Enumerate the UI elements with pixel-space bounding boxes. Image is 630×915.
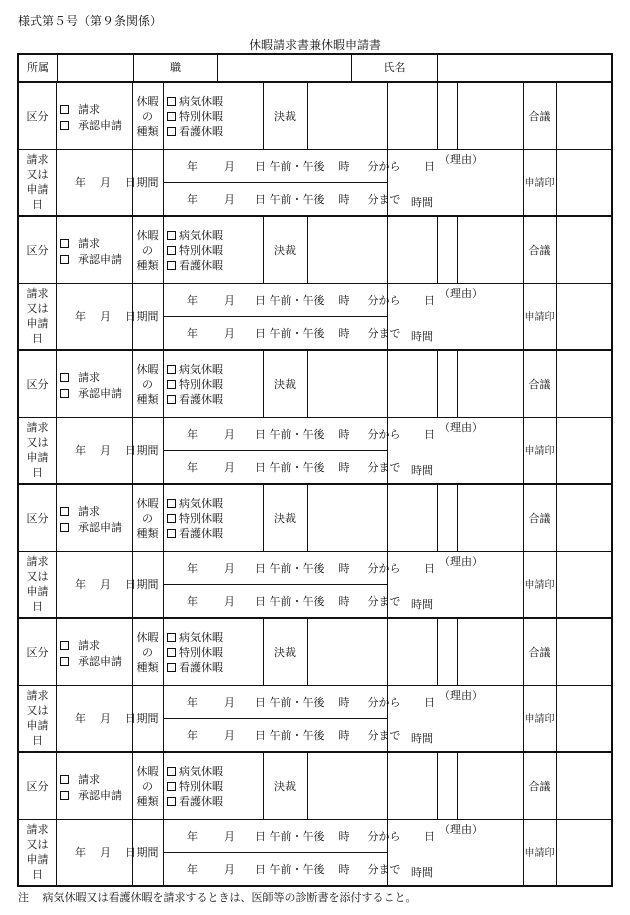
total-hours: 時間	[411, 598, 433, 611]
seal-label: 申請印	[524, 312, 555, 323]
footnote-text: 病気休暇又は看護休暇を請求するときは、医師等の診断書を添付すること。	[42, 891, 417, 904]
decision-label: 決裁	[274, 244, 296, 257]
leave-type-label: 休暇 の 種類	[136, 497, 159, 540]
request-date-label: 請求 又は 申請 日	[26, 555, 49, 613]
period-until[interactable]: 年 月 日 午前・午後 時 分まで	[187, 729, 401, 742]
leave-type-special[interactable]: 特別休暇	[167, 779, 223, 794]
option-approval[interactable]: 承認申請	[60, 654, 122, 669]
request-date-field[interactable]: 年 月 日	[75, 444, 136, 457]
period-from[interactable]: 年 月 日 午前・午後 時 分から	[187, 830, 401, 843]
checkbox-icon	[60, 641, 69, 650]
checkbox-icon	[167, 97, 176, 106]
consult-label: 合議	[528, 110, 551, 123]
leave-request-blocks	[17, 83, 613, 887]
checkbox-icon	[167, 365, 176, 374]
checkbox-icon	[167, 395, 176, 404]
leave-type-label: 休暇 の 種類	[136, 229, 159, 272]
leave-type-label: 休暇 の 種類	[136, 631, 159, 674]
checkbox-icon	[167, 127, 176, 136]
checkbox-icon	[60, 239, 69, 248]
total-days: 日	[424, 562, 435, 575]
period-until[interactable]: 年 月 日 午前・午後 時 分まで	[187, 193, 401, 206]
checkbox-icon	[167, 380, 176, 389]
leave-type-sick[interactable]: 病気休暇	[167, 496, 223, 511]
leave-type-sick[interactable]: 病気休暇	[167, 362, 223, 377]
checkbox-icon	[167, 767, 176, 776]
reason-label: （理由）	[439, 823, 483, 836]
reason-label: （理由）	[439, 689, 483, 702]
affiliation-field[interactable]	[57, 55, 133, 81]
leave-type-nursing[interactable]: 看護休暇	[167, 660, 223, 675]
period-from[interactable]: 年 月 日 午前・午後 時 分から	[187, 696, 401, 709]
leave-request-block	[17, 217, 613, 351]
request-date-field[interactable]: 年 月 日	[75, 176, 136, 189]
total-days: 日	[424, 696, 435, 709]
option-request[interactable]: 請求	[60, 638, 100, 653]
consult-label: 合議	[528, 512, 551, 525]
decision-label: 決裁	[274, 378, 296, 391]
leave-type-nursing[interactable]: 看護休暇	[167, 526, 223, 541]
category-label: 区分	[26, 646, 49, 659]
checkbox-icon	[167, 231, 176, 240]
leave-request-block	[17, 485, 613, 619]
leave-type-sick[interactable]: 病気休暇	[167, 630, 223, 645]
footnote	[18, 889, 417, 905]
total-hours: 時間	[411, 464, 433, 477]
form-title: 休暇請求書兼休暇申請書	[248, 38, 381, 52]
option-request[interactable]: 請求	[60, 772, 100, 787]
leave-type-special[interactable]: 特別休暇	[167, 645, 223, 660]
checkbox-icon	[167, 633, 176, 642]
reason-label: （理由）	[439, 153, 483, 166]
checkbox-icon	[167, 499, 176, 508]
request-date-field[interactable]: 年 月 日	[75, 846, 136, 859]
leave-request-block	[17, 753, 613, 887]
decision-label: 決裁	[274, 512, 296, 525]
checkbox-icon	[167, 797, 176, 806]
total-hours: 時間	[411, 732, 433, 745]
total-hours: 時間	[411, 330, 433, 343]
leave-type-nursing[interactable]: 看護休暇	[167, 258, 223, 273]
period-label: 期間	[136, 176, 159, 189]
option-approval[interactable]: 承認申請	[60, 788, 122, 803]
checkbox-icon	[60, 523, 69, 532]
affiliation-label: 所属	[27, 61, 49, 74]
leave-type-special[interactable]: 特別休暇	[167, 377, 223, 392]
period-from[interactable]: 年 月 日 午前・午後 時 分から	[187, 428, 401, 441]
checkbox-icon	[60, 775, 69, 784]
period-from[interactable]: 年 月 日 午前・午後 時 分から	[187, 160, 401, 173]
checkbox-icon	[60, 791, 69, 800]
checkbox-icon	[167, 261, 176, 270]
period-from[interactable]: 年 月 日 午前・午後 時 分から	[187, 562, 401, 575]
consult-label: 合議	[528, 780, 551, 793]
option-approval[interactable]: 承認申請	[60, 386, 122, 401]
period-label: 期間	[136, 310, 159, 323]
period-label: 期間	[136, 712, 159, 725]
seal-label: 申請印	[524, 178, 555, 189]
leave-type-nursing[interactable]: 看護休暇	[167, 124, 223, 139]
option-request[interactable]: 請求	[60, 370, 100, 385]
leave-request-block	[17, 83, 613, 217]
leave-type-special[interactable]: 特別休暇	[167, 243, 223, 258]
request-date-field[interactable]: 年 月 日	[75, 578, 136, 591]
seal-label: 申請印	[524, 714, 555, 725]
checkbox-icon	[60, 255, 69, 264]
reason-label: （理由）	[439, 421, 483, 434]
request-date-field[interactable]: 年 月 日	[75, 310, 136, 323]
decision-label: 決裁	[274, 110, 296, 123]
checkbox-icon	[167, 782, 176, 791]
position-label: 職	[133, 55, 217, 81]
decision-label: 決裁	[274, 780, 296, 793]
footnote-prefix: 注	[18, 891, 29, 904]
period-until[interactable]: 年 月 日 午前・午後 時 分まで	[187, 461, 401, 474]
period-label: 期間	[136, 846, 159, 859]
reason-label: （理由）	[439, 287, 483, 300]
leave-type-sick[interactable]: 病気休暇	[167, 764, 223, 779]
category-label: 区分	[26, 244, 49, 257]
option-request[interactable]: 請求	[60, 504, 100, 519]
category-label: 区分	[26, 780, 49, 793]
checkbox-icon	[167, 529, 176, 538]
request-date-label: 請求 又は 申請 日	[26, 153, 49, 211]
option-request[interactable]: 請求	[60, 102, 100, 117]
request-date-label: 請求 又は 申請 日	[26, 823, 49, 881]
option-approval[interactable]: 承認申請	[60, 520, 122, 535]
period-from[interactable]: 年 月 日 午前・午後 時 分から	[187, 294, 401, 307]
leave-type-special[interactable]: 特別休暇	[167, 511, 223, 526]
leave-request-block	[17, 351, 613, 485]
name-field[interactable]	[437, 55, 611, 81]
seal-label: 申請印	[524, 848, 555, 859]
period-until[interactable]: 年 月 日 午前・午後 時 分まで	[187, 863, 401, 876]
leave-type-sick[interactable]: 病気休暇	[167, 94, 223, 109]
leave-type-label: 休暇 の 種類	[136, 95, 159, 138]
category-label: 区分	[26, 110, 49, 123]
name-label: 氏名	[351, 55, 437, 81]
leave-request-block	[17, 619, 613, 753]
period-label: 期間	[136, 578, 159, 591]
checkbox-icon	[60, 657, 69, 666]
leave-type-sick[interactable]: 病気休暇	[167, 228, 223, 243]
checkbox-icon	[60, 373, 69, 382]
total-hours: 時間	[411, 866, 433, 879]
period-label: 期間	[136, 444, 159, 457]
checkbox-icon	[167, 246, 176, 255]
checkbox-icon	[167, 663, 176, 672]
checkbox-icon	[60, 507, 69, 516]
leave-type-label: 休暇 の 種類	[136, 363, 159, 406]
checkbox-icon	[60, 389, 69, 398]
period-until[interactable]: 年 月 日 午前・午後 時 分まで	[187, 327, 401, 340]
option-approval[interactable]: 承認申請	[60, 252, 122, 267]
total-days: 日	[424, 428, 435, 441]
decision-label: 決裁	[274, 646, 296, 659]
checkbox-icon	[167, 514, 176, 523]
header-table	[17, 53, 613, 83]
total-hours: 時間	[411, 196, 433, 209]
request-date-field[interactable]: 年 月 日	[75, 712, 136, 725]
consult-label: 合議	[528, 646, 551, 659]
seal-label: 申請印	[524, 580, 555, 591]
form-number: 様式第５号（第９条関係）	[18, 14, 163, 28]
checkbox-icon	[167, 648, 176, 657]
period-until[interactable]: 年 月 日 午前・午後 時 分まで	[187, 595, 401, 608]
total-days: 日	[424, 294, 435, 307]
reason-label: （理由）	[439, 555, 483, 568]
category-label: 区分	[26, 378, 49, 391]
leave-type-special[interactable]: 特別休暇	[167, 109, 223, 124]
consult-label: 合議	[528, 244, 551, 257]
checkbox-icon	[60, 121, 69, 130]
consult-label: 合議	[528, 378, 551, 391]
leave-type-nursing[interactable]: 看護休暇	[167, 392, 223, 407]
request-date-label: 請求 又は 申請 日	[26, 689, 49, 747]
request-date-label: 請求 又は 申請 日	[26, 287, 49, 345]
seal-label: 申請印	[524, 446, 555, 457]
checkbox-icon	[167, 112, 176, 121]
option-request[interactable]: 請求	[60, 236, 100, 251]
leave-type-label: 休暇 の 種類	[136, 765, 159, 808]
position-field[interactable]	[217, 55, 351, 81]
total-days: 日	[424, 830, 435, 843]
total-days: 日	[424, 160, 435, 173]
checkbox-icon	[60, 105, 69, 114]
option-approval[interactable]: 承認申請	[60, 118, 122, 133]
request-date-label: 請求 又は 申請 日	[26, 421, 49, 479]
leave-type-nursing[interactable]: 看護休暇	[167, 794, 223, 809]
category-label: 区分	[26, 512, 49, 525]
